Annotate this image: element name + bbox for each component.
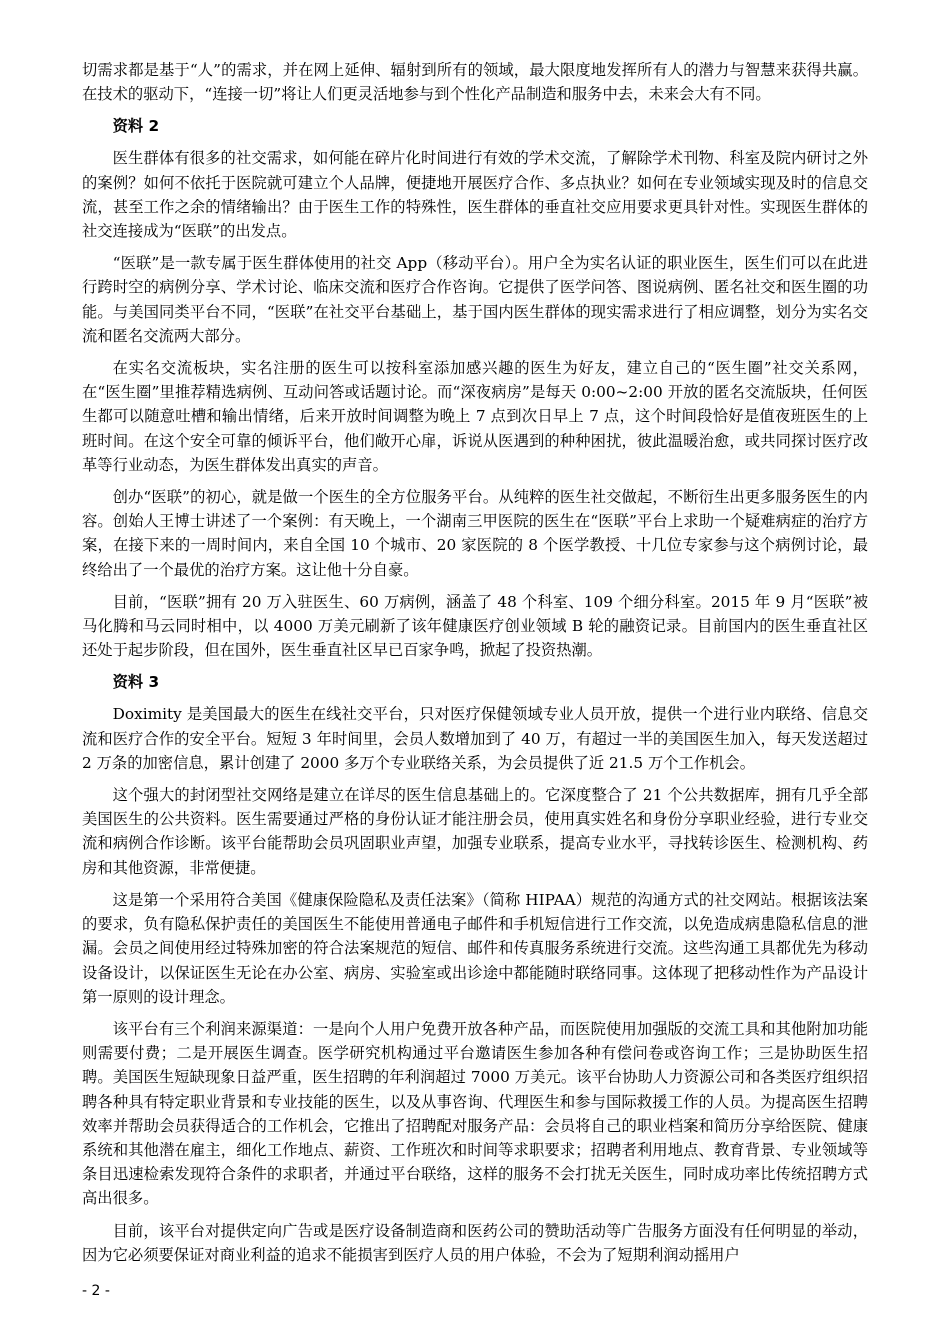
intro-paragraph: 切需求都是基于“人”的需求，并在网上延伸、辐射到所有的领域，最大限度地发挥所有人的潜力与智慧来获得共赢。在技术的驱动下，“连接一切”将让人们更灵活地参与到个性化产品制造和服务中去，未来会大有不同。 [82, 61, 868, 104]
page-number: - 2 - [82, 1283, 110, 1299]
section-3-paragraph: 这个强大的封闭型社交网络是建立在详尽的医生信息基础上的。它深度整合了 21 个公共数据库，拥有几乎全部美国医生的公共资料。医生需要通过严格的身份认证才能注册会员，使用真实姓名和身份分享职业经验，进行专业交流和病例合作诊断。该平台能帮助会员巩固职业声望，加强专业联系，提高专业水平，寻找转诊医生、检测机构、药房和其他资源，非常便捷。 [82, 786, 868, 877]
section-3-paragraph: 该平台有三个利润来源渠道：一是向个人用户免费开放各种产品，而医院使用加强版的交流工具和其他附加功能则需要付费；二是开展医生调查。医学研究机构通过平台邀请医生参加各种有偿问卷或咨询工作；三是协助医生招聘。美国医生短缺现象日益严重，医生招聘的年利润超过 7000 万美元。该平台协助人力资源公司和各类医疗组织招聘各种具有特定职业背景和专业技能的医生，以及从事咨询、代理医生和参与国际救援工作的人员。为提高医生招聘效率并帮助会员获得适合的工作机会，它推出了招聘配对服务产品：会员将自己的职业档案和简历分享给医院、健康系统和其他潜在雇主，细化工作地点、薪资、工作班次和时间等求职要求；招聘者利用地点、教育背景、专业领域等条目迅速检索发现符合条件的求职者，并通过平台联络，这样的服务不会打扰无关医生，同时成功率比传统招聘方式高出很多。 [82, 1019, 868, 1208]
section-2-paragraph: 医生群体有很多的社交需求，如何能在碎片化时间进行有效的学术交流，了解除学术刊物、科室及院内研讨之外的案例？如何不依托于医院就可建立个人品牌，便捷地开展医疗合作、多点执业？如何在专业领域实现及时的信息交流，甚至工作之余的情绪输出？由于医生工作的特殊性，医生群体的垂直社交应用要求更具针对性。实现医生群体的社交连接成为“医联”的出发点。 [82, 149, 868, 241]
document-page [82, 58, 868, 1275]
section-3-paragraph: 这是第一个采用符合美国《健康保险隐私及责任法案》（简称 HIPAA）规范的沟通方式的社交网站。根据该法案的要求，负有隐私保护责任的美国医生不能使用普通电子邮件和手机短信进行工作交流，以免造成病患隐私信息的泄漏。会员之间使用经过特殊加密的符合法案规范的短信、邮件和传真服务系统进行交流。这些沟通工具都优先为移动设备设计，以保证医生无论在办公室、病房、实验室或出诊途中都能随时联络同事。这体现了把移动性作为产品设计第一原则的设计理念。 [82, 890, 868, 1006]
section-2-paragraph: “医联”是一款专属于医生群体使用的社交 App（移动平台）。用户全为实名认证的职业医生，医生们可以在此进行跨时空的病例分享、学术讨论、临床交流和医疗合作咨询。它提供了医学问答、图说病例、匿名社交和医生圈的功能。与美国同类平台不同，“医联”在社交平台基础上，基于国内医生群体的现实需求进行了相应调整，划分为实名交流和匿名交流两大部分。 [82, 254, 868, 345]
section-3-heading: 资料 3 [112, 673, 160, 692]
section-2-paragraph: 在实名交流板块，实名注册的医生可以按科室添加感兴趣的医生为好友，建立自己的“医生圈”社交关系网，在“医生圈”里推荐精选病例、互动问答或话题讨论。而“深夜病房”是每天 0:00~2:00 开放的匿名交流版块，任何医生都可以随意吐槽和输出情绪，后来开放时间调整为晚上 7 点到次日早上 7 点，这个时间段恰好是值夜班医生的上班时间。在这个安全可靠的倾诉平台，他们敞开心扉，诉说从医遇到的种种困扰，彼此温暖治愈，或共同探讨医疗改革等行业动态，为医生群体发出真实的声音。 [82, 359, 868, 474]
section-2-paragraph: 目前，“医联”拥有 20 万入驻医生、60 万病例，涵盖了 48 个科室、109 个细分科室。2015 年 9 月“医联”被马化腾和马云同时相中，以 4000 万美元刷新了该年健康医疗创业领域 B 轮的融资记录。目前国内的医生垂直社区还处于起步阶段，但在国外，医生垂直社区早已百家争鸣，掀起了投资热潮。 [82, 592, 868, 660]
section-2-paragraph: 创办“医联”的初心，就是做一个医生的全方位服务平台。从纯粹的医生社交做起，不断衍生出更多服务医生的内容。创始人王博士讲述了一个案例：有天晚上，一个湖南三甲医院的医生在“医联”平台上求助一个疑难病症的治疗方案，在接下来的一周时间内，来自全国 10 个城市、20 家医院的 8 个医学教授、十几位专家参与这个病例讨论，最终给出了一个最优的治疗方案。这让他十分自豪。 [82, 488, 868, 579]
section-3-paragraph: Doximity 是美国最大的医生在线社交平台，只对医疗保健领域专业人员开放，提供一个进行业内联络、信息交流和医疗合作的安全平台。短短 3 年时间里，会员人数增加到了 40 万，有超过一半的美国医生加入，每天发送超过 2 万条的加密信息，累计创建了 2000 多万个专业联络关系，为会员提供了近 21.5 万个工作机会。 [82, 705, 868, 772]
section-2-heading: 资料 2 [112, 117, 160, 136]
section-3-paragraph: 目前，该平台对提供定向广告或是医疗设备制造商和医药公司的赞助活动等广告服务方面没有任何明显的举动，因为它必须要保证对商业利益的追求不能损害到医疗人员的用户体验，不会为了短期利润动摇用户 [82, 1221, 868, 1264]
